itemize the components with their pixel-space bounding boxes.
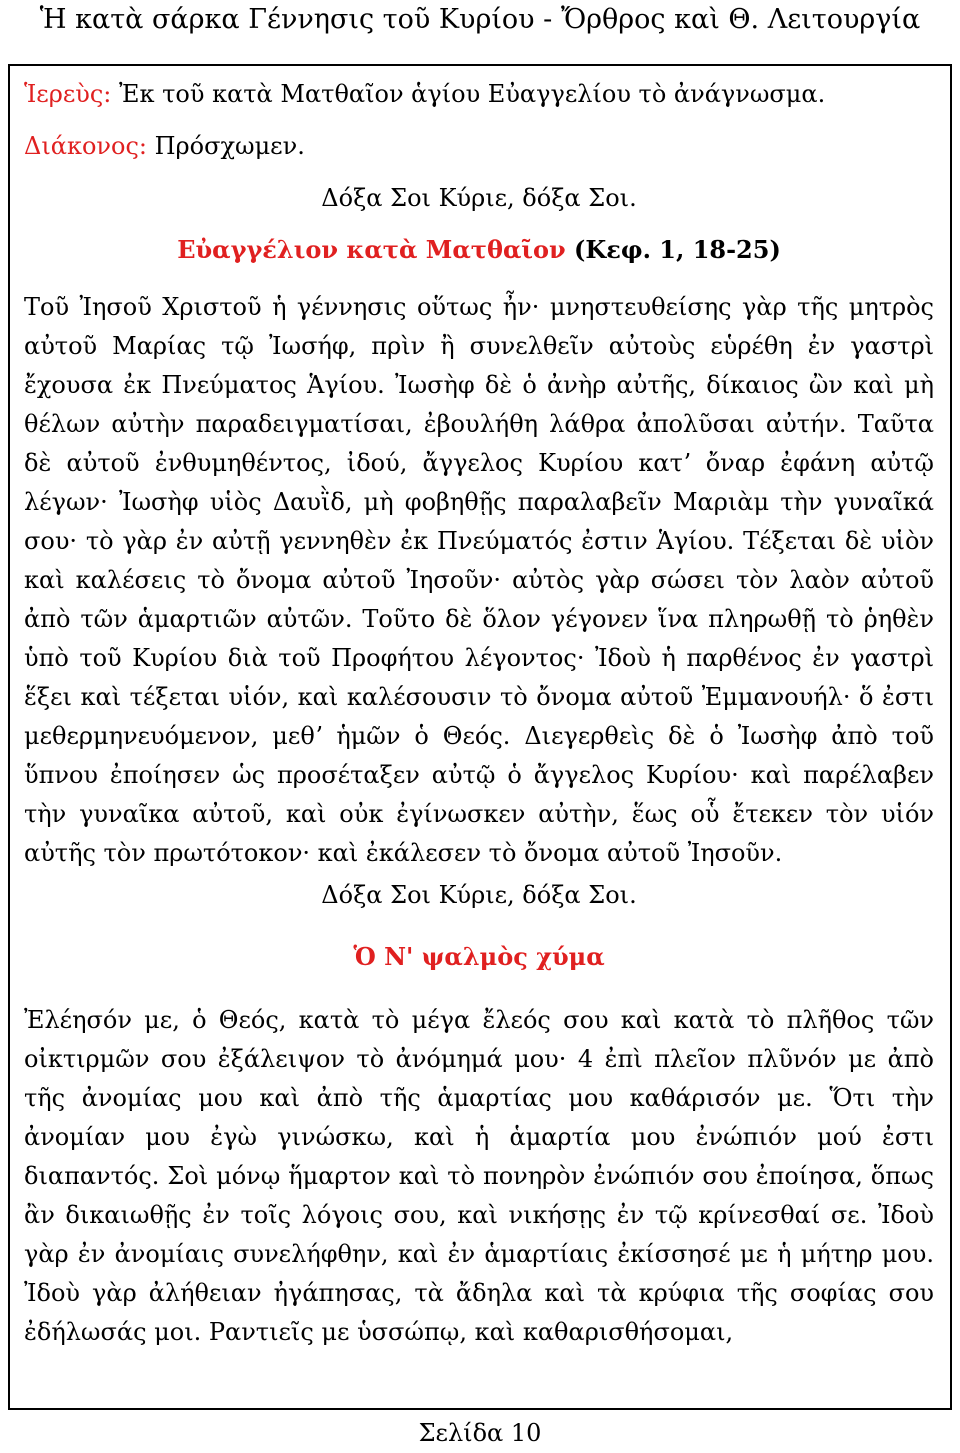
gospel-heading-reference: (Κεφ. 1, 18-25) (565, 235, 781, 264)
deacon-line (24, 128, 934, 164)
page-footer (0, 1418, 960, 1448)
priest-text: Ἐκ τοῦ κατὰ Ματθαῖον ἁγίου Εὐαγγελίου τὸ ἀνάγνωσμα. (111, 80, 826, 108)
psalm-heading: Ὁ Ν' ψαλμὸς χύμα (353, 942, 605, 971)
page-number: Σελίδα 10 (418, 1419, 542, 1447)
doxology-2: Δόξα Σοι Κύριε, δόξα Σοι. (321, 881, 637, 909)
doxology-1: Δόξα Σοι Κύριε, δόξα Σοι. (321, 184, 637, 212)
deacon-role-label: Διάκονος: (24, 132, 147, 160)
gospel-heading (24, 232, 934, 268)
deacon-text: Πρόσχωμεν. (146, 132, 305, 160)
psalm-text: Ἐλέησόν με, ὁ Θεός, κατὰ τὸ μέγα ἔλεός σου καὶ κατὰ τὸ πλῆθος τῶν οἰκτιρμῶν σου ἐξάλειψον τὸ ἀνόμημά μου· 4 ἐπὶ πλεῖον πλῦνόν με ἀπὸ τῆς ἀνομίας μου καὶ ἀπὸ τῆς ἁμαρτίας μου καθάρισόν με. Ὅτι τὴν ἀνομίαν μου ἐγὼ γινώσκω, καὶ ἡ ἁμαρτία μου ἐνώπιόν μού ἐστι διαπαντός. Σοὶ μόνῳ ἥμαρτον καὶ τὸ πονηρὸν ἐνώπιόν σου ἐποίησα, ὅπως ἂν δικαιωθῇς ἐν τοῖς λόγοις σου, καὶ νικήσῃς ἐν τῷ κρίνεσθαί σε. Ἰδοὺ γὰρ ἐν ἀνομίαις συνελήφθην, καὶ ἐν ἁμαρτίαις ἐκίσσησέ με ἡ μήτηρ μου. Ἰδοὺ γὰρ ἀλήθειαν ἠγάπησας, τὰ ἄδηλα καὶ τὰ κρύφια τῆς σοφίας σου ἐδήλωσάς μοι. Ραντιεῖς με ὑσσώπῳ, καὶ καθαρισθήσομαι, (24, 1006, 934, 1346)
gospel-heading-title: Εὐαγγέλιον κατὰ Ματθαῖον (177, 235, 566, 264)
priest-role-label: Ἱερεὺς: (24, 80, 112, 108)
header-title: Ἡ κατὰ σάρκα Γέννησις τοῦ Κυρίου - Ὄρθρος καὶ Θ. Λειτουργία (39, 4, 921, 35)
gospel-text: Τοῦ Ἰησοῦ Χριστοῦ ἡ γέννησις οὕτως ἦν· μνηστευθείσης γὰρ τῆς μητρὸς αὐτοῦ Μαρίας τῷ Ἰωσήφ, πρὶν ἢ συνελθεῖν αὐτοὺς εὑρέθη ἐν γαστρὶ ἔχουσα ἐκ Πνεύματος Ἁγίου. Ἰωσὴφ δὲ ὁ ἀνὴρ αὐτῆς, δίκαιος ὢν καὶ μὴ θέλων αὐτὴν παραδειγματίσαι, ἐβουλήθη λάθρα ἀπολῦσαι αὐτήν. Ταῦτα δὲ αὐτοῦ ἐνθυμηθέντος, ἰδού, ἄγγελος Κυρίου κατʼ ὄναρ ἐφάνη αὐτῷ λέγων· Ἰωσὴφ υἱὸς Δαυῒδ, μὴ φοβηθῇς παραλαβεῖν Μαριὰμ τὴν γυναῖκά σου· τὸ γὰρ ἐν αὐτῇ γεννηθὲν ἐκ Πνεύματός ἐστιν Ἁγίου. Τέξεται δὲ υἱὸν καὶ καλέσεις τὸ ὄνομα αὐτοῦ Ἰησοῦν· αὐτὸς γὰρ σώσει τὸν λαὸν αὐτοῦ ἀπὸ τῶν ἁμαρτιῶν αὐτῶν. Τοῦτο δὲ ὅλον γέγονεν ἵνα πληρωθῇ τὸ ῥηθὲν ὑπὸ τοῦ Κυρίου διὰ τοῦ Προφήτου λέγοντος· Ἰδοὺ ἡ παρθένος ἐν γαστρὶ ἕξει καὶ τέξεται υἱόν, καὶ καλέσουσιν τὸ ὄνομα αὐτοῦ Ἐμμανουήλ· ὅ ἐστι μεθερμηνευόμενον, μεθʼ ἡμῶν ὁ Θεός. Διεγερθεὶς δὲ ὁ Ἰωσὴφ ἀπὸ τοῦ ὕπνου ἐποίησεν ὡς προσέταξεν αὐτῷ ὁ ἄγγελος Κυρίου· καὶ παρέλαβεν τὴν γυναῖκα αὐτοῦ, καὶ οὐκ ἐγίνωσκεν αὐτὴν, ἕως οὗ ἔτεκεν τὸν υἱόν αὐτῆς τὸν πρωτότοκον· καὶ ἐκάλεσεν τὸ ὄνομα αὐτοῦ Ἰησοῦν. (24, 293, 934, 867)
page-header (0, 0, 960, 46)
priest-line (24, 76, 934, 112)
page-content (24, 76, 934, 1352)
